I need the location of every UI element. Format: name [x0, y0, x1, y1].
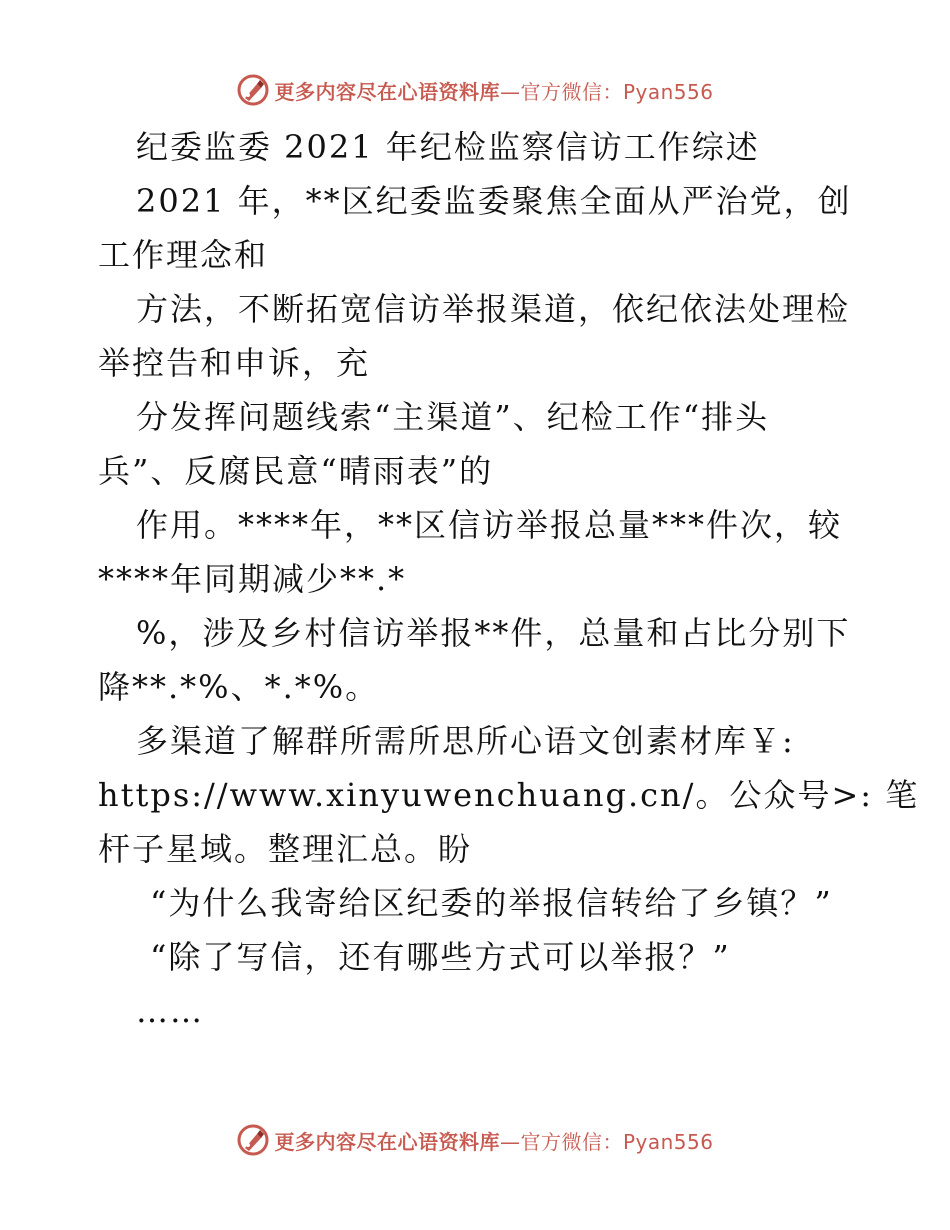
banner-text [274, 76, 713, 105]
document-title: 纪委监委 2021 年纪检监察信访工作综述 [136, 128, 760, 166]
text-line: 降**.*%、*.*%。 [98, 668, 380, 706]
text-line: %，涉及乡村信访举报**件，总量和占比分别下 [136, 614, 851, 652]
text-line: ****年同期减少**.* [98, 560, 407, 598]
text-line: 兵”、反腐民意“晴雨表”的 [98, 452, 494, 490]
text-line: 作用。****年，**区信访举报总量***件次，较 [136, 506, 843, 544]
quote-line: “除了写信，还有哪些方式可以举报？” [150, 938, 731, 976]
text-line: 分发挥问题线索“主渠道”、纪检工作“排头 [136, 398, 770, 436]
header-banner [0, 70, 950, 110]
banner-official: —官方微信：Pyan556 [499, 79, 714, 104]
text-line: 举控告和申诉，充 [98, 344, 371, 382]
banner-text [274, 1126, 713, 1155]
text-line: 杆子星域。整理汇总。盼 [98, 830, 473, 868]
banner-official: —官方微信：Pyan556 [499, 1129, 714, 1154]
text-line: 工作理念和 [98, 236, 269, 274]
quote-line: “为什么我寄给区纪委的举报信转给了乡镇？” [150, 884, 833, 922]
ellipsis-line: …… [136, 992, 204, 1030]
text-line: 多渠道了解群所需所思所心语文创素材库￥: [136, 722, 795, 760]
banner-brand: 更多内容尽在心语资料库 [274, 1129, 500, 1154]
footer-banner [0, 1120, 950, 1160]
banner-brand: 更多内容尽在心语资料库 [274, 79, 500, 104]
document-body [98, 120, 920, 1038]
pen-logo-icon [236, 73, 270, 107]
pen-logo-icon [236, 1123, 270, 1157]
text-line: 方法，不断拓宽信访举报渠道，依纪依法处理检 [136, 290, 851, 328]
text-line: 2021 年，**区纪委监委聚焦全面从严治党，创 [136, 182, 852, 220]
text-line: https://www.xinyuwenchuang.cn/。公众号>: 笔 [98, 776, 920, 814]
